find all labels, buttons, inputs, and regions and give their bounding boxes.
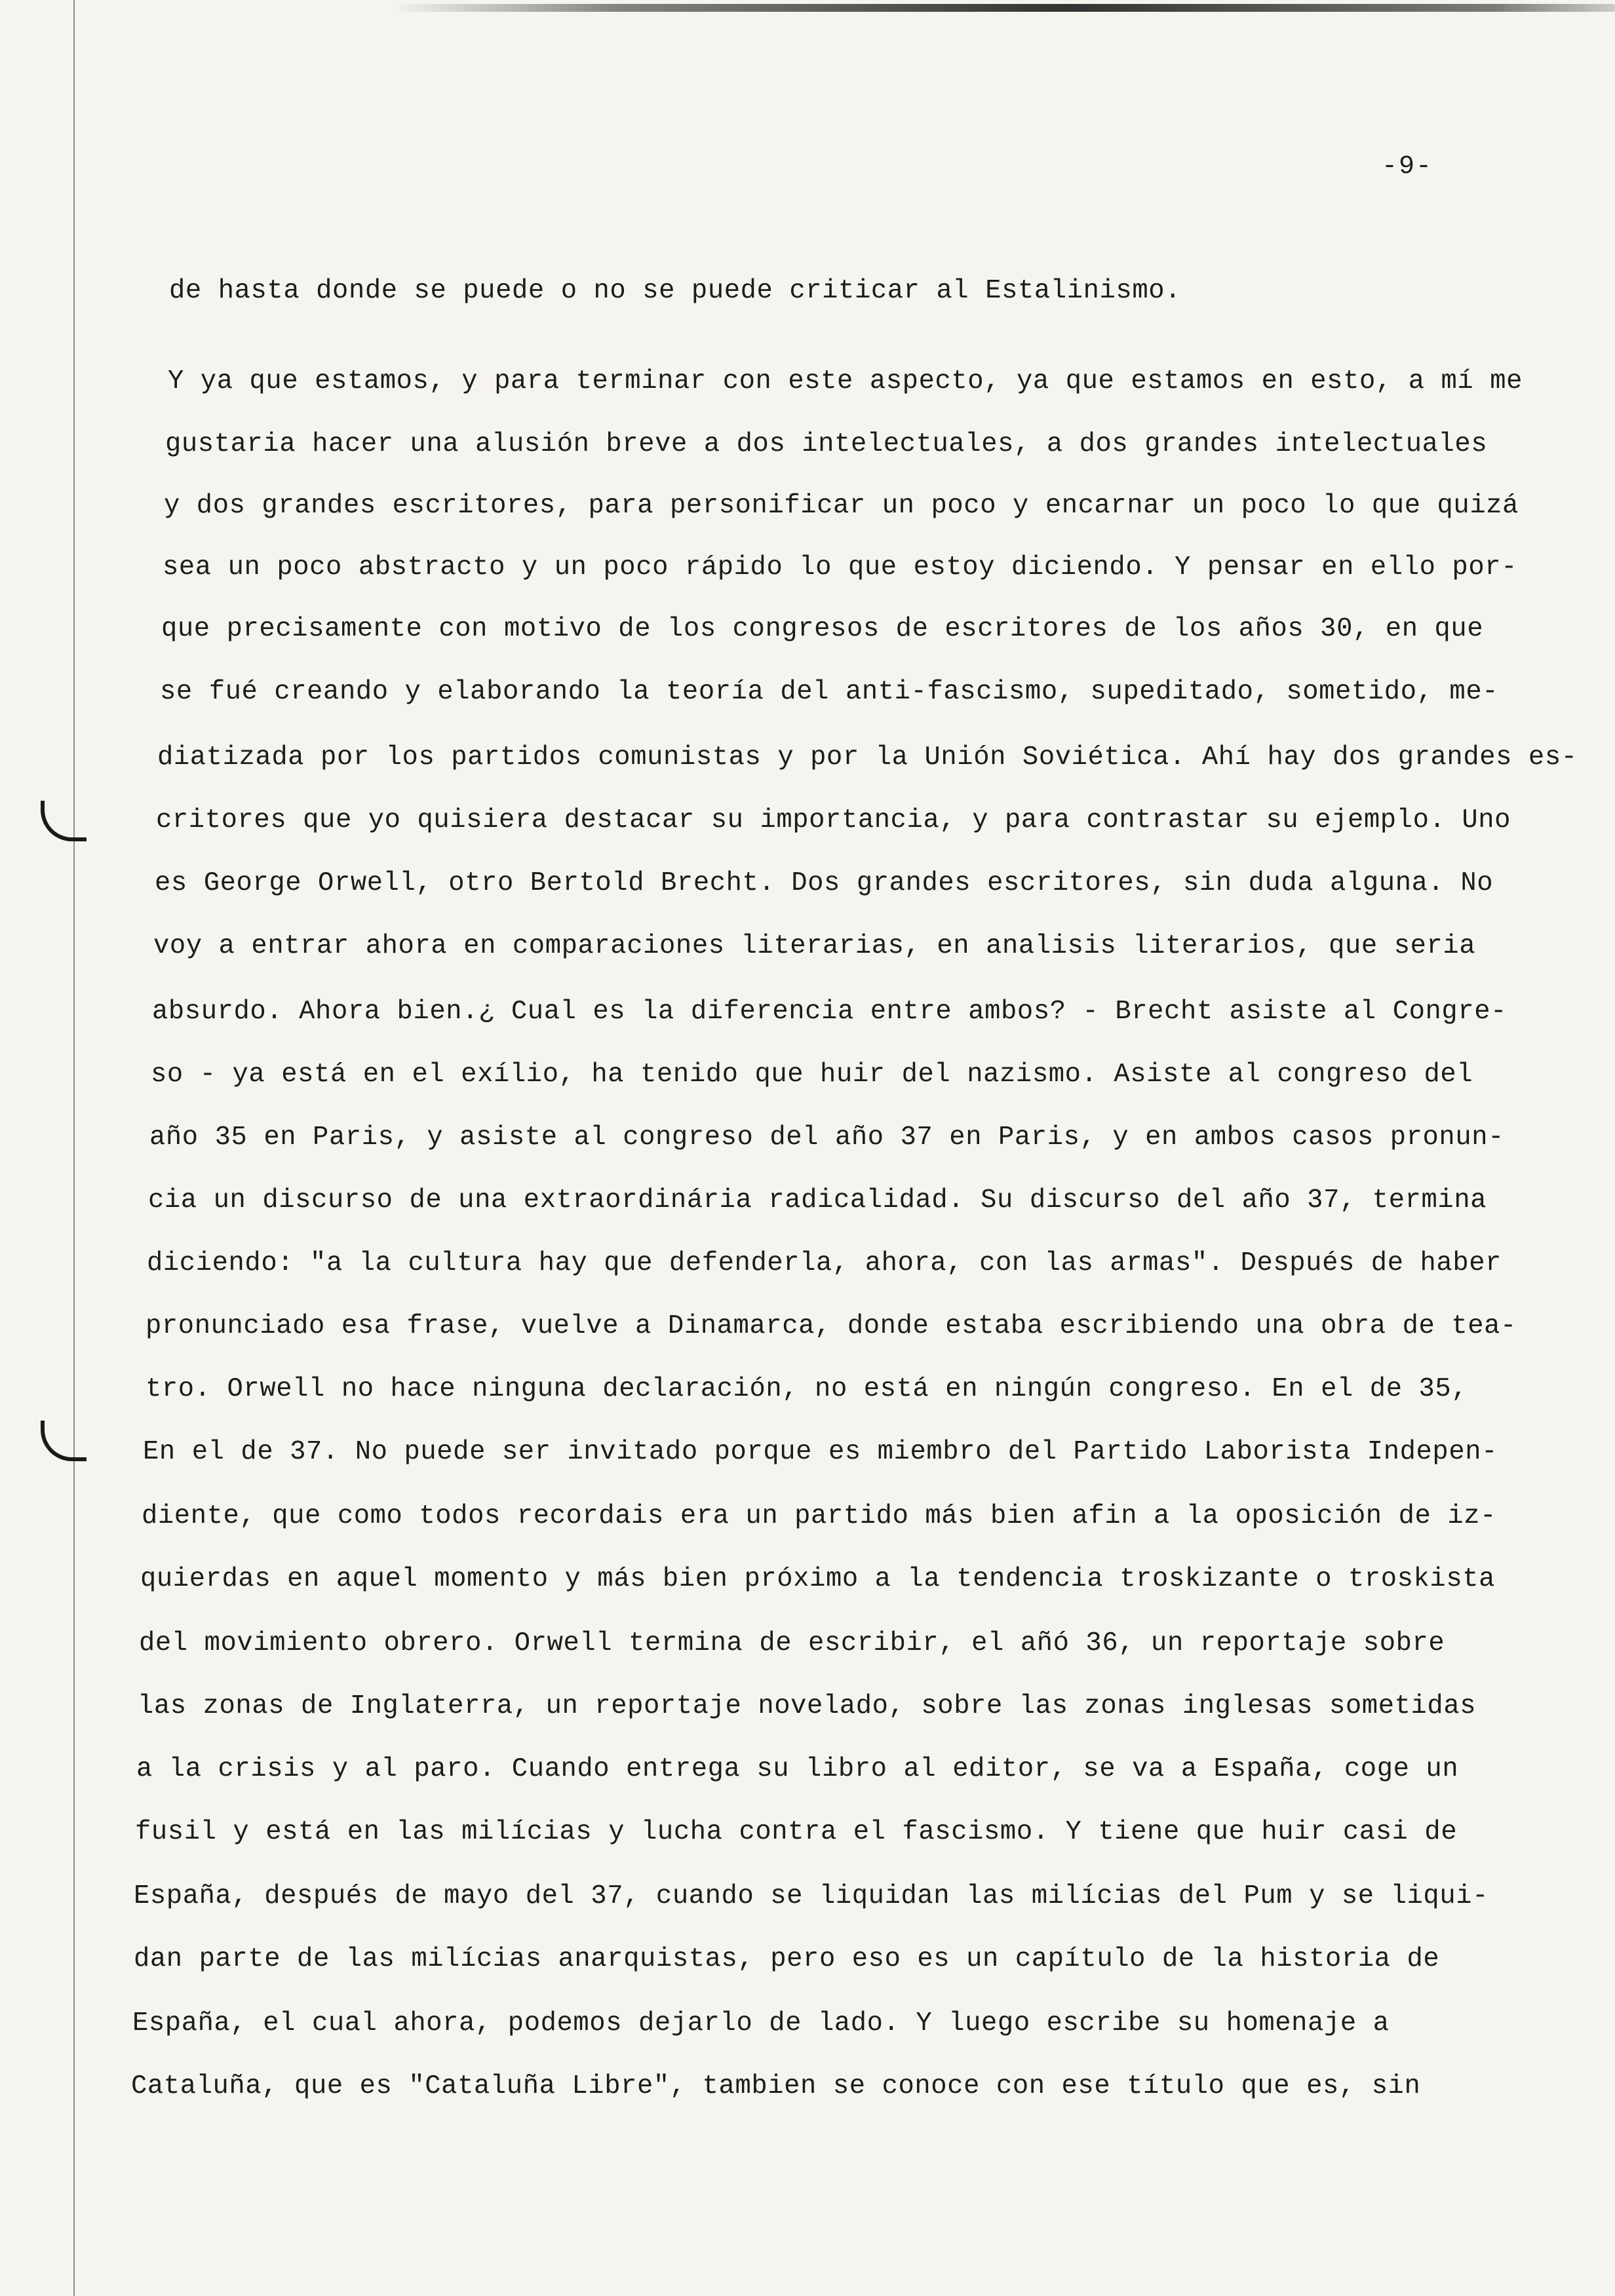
text-line: de hasta donde se puede o no se puede criticar al Estalinismo.: [169, 276, 1182, 306]
page-number: -9-: [1382, 152, 1433, 182]
text-line: es George Orwell, otro Bertold Brecht. Dos grandes escritores, sin duda alguna. No: [155, 868, 1494, 898]
text-line: pronunciado esa frase, vuelve a Dinamarca, donde estaba escribiendo una obra de tea-: [146, 1311, 1517, 1341]
text-line: del movimiento obrero. Orwell termina de escribir, el añó 36, un reportaje sobre: [139, 1628, 1445, 1658]
text-line: y dos grandes escritores, para personificar un poco y encarnar un poco lo que quizá: [164, 491, 1519, 521]
punch-hole-mark: [41, 1421, 87, 1461]
text-line: quierdas en aquel momento y más bien próximo a la tendencia troskizante o troskista: [140, 1564, 1496, 1594]
text-line: diciendo: "a la cultura hay que defenderla, ahora, con las armas". Después de haber: [147, 1248, 1502, 1278]
text-line: se fué creando y elaborando la teoría del anti-fascismo, supeditado, sometido, me-: [160, 677, 1499, 707]
text-line: las zonas de Inglaterra, un reportaje novelado, sobre las zonas inglesas sometidas: [138, 1691, 1477, 1721]
text-line: critores que yo quisiera destacar su importancia, y para contrastar su ejemplo. Uno: [156, 805, 1511, 835]
text-line: voy a entrar ahora en comparaciones literarias, en analisis literarios, que seria: [153, 931, 1476, 961]
text-line: gustaria hacer una alusión breve a dos intelectuales, a dos grandes intelectuales: [165, 429, 1488, 459]
text-line: cia un discurso de una extraordinária radicalidad. Su discurso del año 37, termina: [148, 1185, 1487, 1215]
text-line: sea un poco abstracto y un poco rápido lo que estoy diciendo. Y pensar en ello por-: [163, 552, 1518, 583]
text-line: so - ya está en el exílio, ha tenido que huir del nazismo. Asiste al congreso del: [151, 1060, 1473, 1090]
text-line: España, después de mayo del 37, cuando se liquidan las milícias del Pum y se liqui-: [134, 1881, 1489, 1911]
text-line: En el de 37. No puede ser invitado porque es miembro del Partido Laborista Indepen-: [143, 1437, 1498, 1467]
punch-hole-mark: [41, 801, 87, 841]
text-line: Y ya que estamos, y para terminar con este aspecto, ya que estamos en esto, a mí me: [168, 366, 1523, 396]
text-line: tro. Orwell no hace ninguna declaración, no está en ningún congreso. En el de 35,: [146, 1374, 1468, 1404]
scan-top-edge: [393, 4, 1615, 12]
text-line: diente, que como todos recordais era un partido más bien afin a la oposición de iz-: [142, 1501, 1497, 1531]
text-line: año 35 en Paris, y asiste al congreso del año 37 en Paris, y en ambos casos pronun-: [149, 1122, 1505, 1153]
text-line: diatizada por los partidos comunistas y por la Unión Soviética. Ahí hay dos grandes es-: [157, 742, 1578, 773]
text-line: que precisamente con motivo de los congresos de escritores de los años 30, en que: [161, 614, 1484, 644]
text-line: España, el cual ahora, podemos dejarlo de lado. Y luego escribe su homenaje a: [132, 2008, 1390, 2038]
text-line: a la crisis y al paro. Cuando entrega su libro al editor, se va a España, coge un: [136, 1754, 1459, 1784]
text-line: Cataluña, que es "Cataluña Libre", tambien se conoce con ese título que es, sin: [131, 2071, 1421, 2101]
margin-line: [73, 0, 75, 2296]
text-line: absurdo. Ahora bien.¿ Cual es la diferencia entre ambos? - Brecht asiste al Congre-: [152, 997, 1508, 1027]
text-line: fusil y está en las milícias y lucha contra el fascismo. Y tiene que huir casi de: [135, 1817, 1458, 1847]
text-line: dan parte de las milícias anarquistas, pero eso es un capítulo de la historia de: [134, 1944, 1440, 1974]
